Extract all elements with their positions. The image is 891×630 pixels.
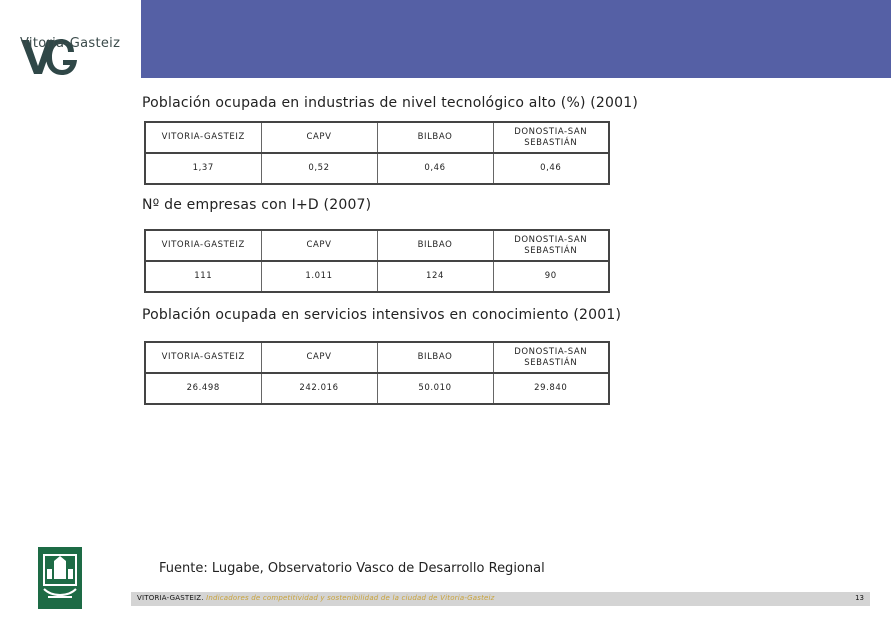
table-value-row: [145, 153, 609, 184]
table-header-row: [145, 122, 609, 153]
cell-value: 1.011: [261, 261, 377, 292]
header-banner: [141, 0, 891, 78]
col-header: BILBAO: [377, 230, 493, 261]
col-header: CAPV: [261, 230, 377, 261]
col-header: DONOSTIA-SAN SEBASTIÁN: [493, 230, 609, 261]
city-seal-icon: [38, 547, 82, 609]
cell-value: 0,46: [377, 153, 493, 184]
col-header: CAPV: [261, 342, 377, 373]
cell-value: 29.840: [493, 373, 609, 404]
cell-value: 0,52: [261, 153, 377, 184]
logo-wordmark: Vitoria-Gasteiz: [20, 36, 121, 51]
footer-subtitle: Indicadores de competitividad y sostenibilidad de la ciudad de Vitoria-Gasteiz: [206, 594, 495, 602]
table-value-row: [145, 261, 609, 292]
cell-value: 242.016: [261, 373, 377, 404]
cell-value: 124: [377, 261, 493, 292]
col-header: DONOSTIA-SAN SEBASTIÁN: [493, 122, 609, 153]
footer-title: VITORIA-GASTEIZ.: [137, 594, 204, 602]
table-industry-tech: [144, 121, 610, 185]
table-header-row: [145, 230, 609, 261]
col-header: VITORIA-GASTEIZ: [145, 122, 261, 153]
col-header: VITORIA-GASTEIZ: [145, 230, 261, 261]
table-value-row: [145, 373, 609, 404]
cell-value: 0,46: [493, 153, 609, 184]
col-header: BILBAO: [377, 122, 493, 153]
cell-value: 26.498: [145, 373, 261, 404]
footer-caption: [137, 594, 495, 602]
cell-value: 50.010: [377, 373, 493, 404]
col-header: VITORIA-GASTEIZ: [145, 342, 261, 373]
source-note: Fuente: Lugabe, Observatorio Vasco de Desarrollo Regional: [159, 561, 545, 576]
cell-value: 1,37: [145, 153, 261, 184]
section-title-3: Población ocupada en servicios intensivos en conocimiento (2001): [142, 307, 622, 323]
section-title-2: Nº de empresas con I+D (2007): [142, 197, 372, 213]
section-title-1: Población ocupada en industrias de nivel tecnológico alto (%) (2001): [142, 95, 639, 111]
table-knowledge-services: [144, 341, 610, 405]
footer-bar: [131, 592, 870, 606]
col-header: DONOSTIA-SAN SEBASTIÁN: [493, 342, 609, 373]
table-rd-companies: [144, 229, 610, 293]
col-header: BILBAO: [377, 342, 493, 373]
cell-value: 90: [493, 261, 609, 292]
table-header-row: [145, 342, 609, 373]
page-number: 13: [855, 594, 864, 602]
cell-value: 111: [145, 261, 261, 292]
col-header: CAPV: [261, 122, 377, 153]
